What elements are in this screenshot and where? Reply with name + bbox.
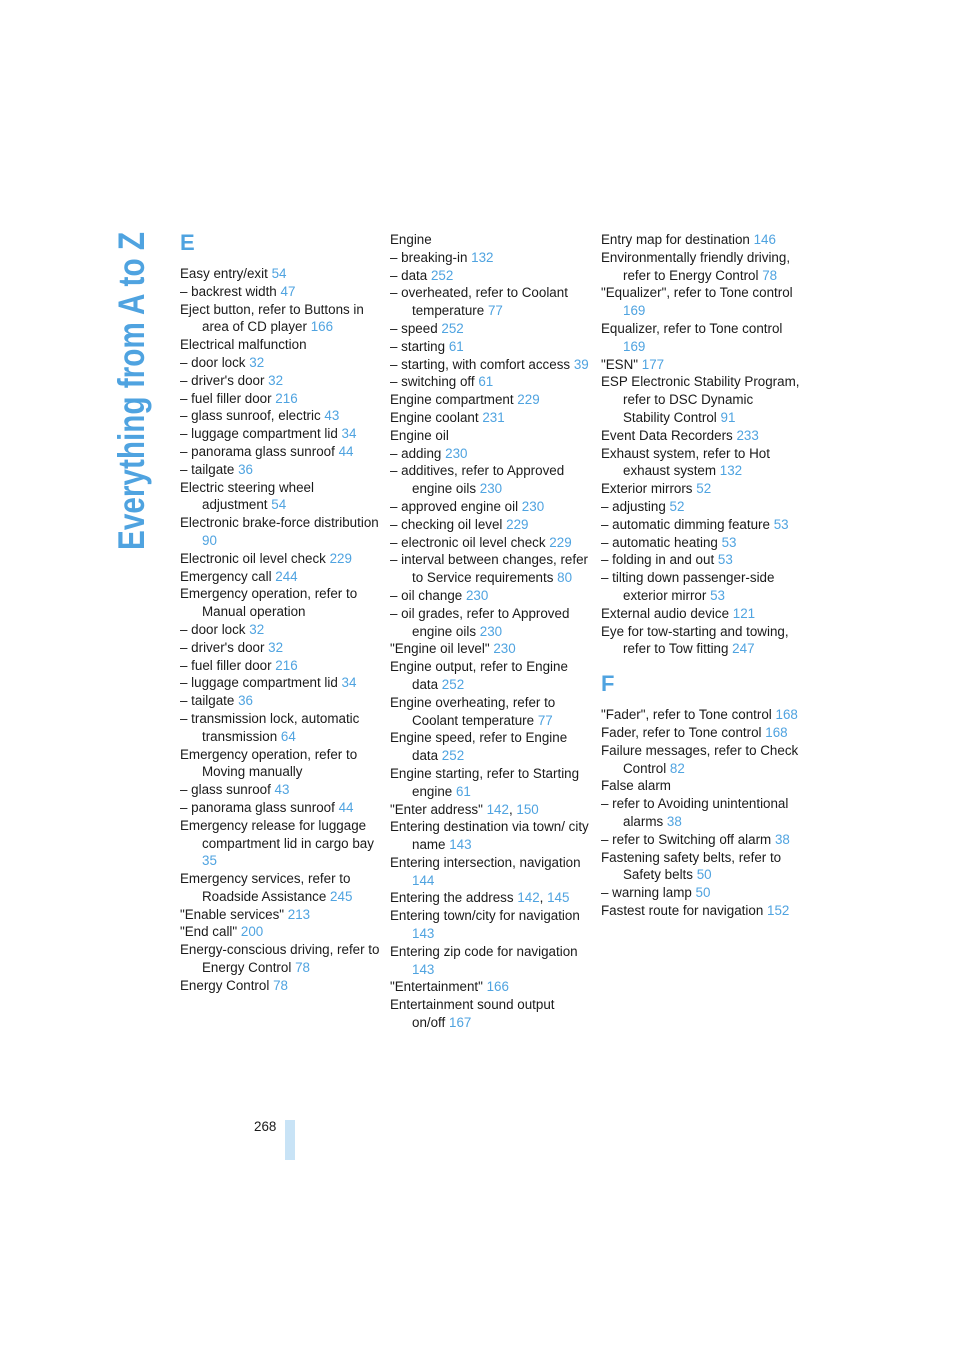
index-entry-text: "ESN": [601, 356, 639, 372]
index-entry-text: – approved engine oil: [390, 498, 519, 514]
page-link[interactable]: 61: [478, 374, 494, 390]
index-entry-text: – driver's door: [180, 372, 265, 388]
index-entry: [180, 390, 380, 408]
index-entry: [390, 249, 590, 267]
page-link[interactable]: 52: [696, 481, 712, 497]
index-entry: [601, 516, 801, 534]
index-entry: [390, 943, 590, 979]
index-entry: [601, 724, 801, 742]
page-link[interactable]: 229: [329, 550, 352, 566]
index-entry: [601, 320, 801, 356]
index-entry-text: – panorama glass sunroof: [180, 799, 335, 815]
index-entry-text: "Engine oil level": [390, 641, 490, 657]
index-entry: [390, 427, 590, 445]
index-entry-text: – luggage compartment lid: [180, 426, 338, 442]
index-entry: [180, 301, 380, 337]
index-entry-text: Eye for tow-starting and towing, refer to Tow fitting: [601, 623, 789, 657]
page-link[interactable]: 50: [696, 867, 712, 883]
index-entry: [390, 534, 590, 552]
index-entry-text: "Enter address": [390, 801, 483, 817]
index-entry-text: – refer to Switching off alarm: [601, 831, 772, 847]
index-entry: [390, 284, 590, 320]
page-link[interactable]: 61: [455, 783, 471, 799]
page-link[interactable]: 230: [493, 641, 516, 657]
index-entry-text: Equalizer, refer to Tone control: [601, 320, 783, 336]
index-entry: [390, 907, 590, 943]
page-link[interactable]: 233: [736, 427, 759, 443]
index-entry: [601, 706, 801, 724]
page-link[interactable]: 53: [717, 552, 733, 568]
index-entry-text: – tilting down passenger-side exterior mirror: [601, 570, 775, 603]
page-link[interactable]: 144: [412, 872, 435, 888]
page-link[interactable]: 229: [517, 392, 540, 408]
index-entry-text: Emergency call: [180, 568, 272, 584]
index-entry: [180, 585, 380, 621]
index-entry-text: External audio device: [601, 605, 730, 621]
index-entry-text: Emergency operation, refer to Manual operation: [180, 586, 358, 620]
index-entry-text: "Entertainment": [390, 979, 483, 995]
index-entry: [390, 320, 590, 338]
page-link[interactable]: 77: [537, 712, 553, 728]
index-entry: [180, 692, 380, 710]
index-entry-text: – fuel filler door: [180, 390, 272, 406]
index-entry: [601, 551, 801, 569]
page-link[interactable]: 150: [516, 801, 539, 817]
index-entry: [390, 391, 590, 409]
page-link[interactable]: 145: [547, 890, 570, 906]
index-entry-text: – driver's door: [180, 639, 265, 655]
index-entry: [390, 765, 590, 801]
page-link[interactable]: 142: [517, 890, 540, 906]
side-title-text: Everything from A to Z: [111, 230, 152, 550]
index-entry-text: – automatic dimming feature: [601, 516, 770, 532]
index-entry: [390, 996, 590, 1032]
index-entry: [180, 354, 380, 372]
index-entry-text: – luggage compartment lid: [180, 675, 338, 691]
side-title: [92, 230, 152, 550]
index-entry: [601, 902, 801, 920]
page-link[interactable]: 169: [623, 303, 646, 319]
page-link[interactable]: 77: [487, 303, 503, 319]
index-entry-text: – glass sunroof: [180, 782, 271, 798]
index-entry: [601, 231, 801, 249]
page-link[interactable]: 166: [486, 979, 509, 995]
page-link[interactable]: 61: [448, 338, 464, 354]
index-entry: [390, 373, 590, 391]
index-entry: [180, 657, 380, 675]
index-entry: [390, 818, 590, 854]
index-entry-text: Entering zip code for navigation: [390, 943, 578, 959]
index-entry: [601, 795, 801, 831]
index-entry: [601, 534, 801, 552]
index-entry-text: Emergency release for luggage compartment lid in cargo bay: [180, 817, 374, 851]
index-entry: [390, 587, 590, 605]
index-entry: [390, 338, 590, 356]
index-entry-text: – interval between changes, refer to Service requirements: [390, 552, 589, 586]
page-link[interactable]: 167: [449, 1015, 472, 1031]
index-column-1: [180, 231, 380, 995]
page-link[interactable]: 91: [720, 409, 736, 425]
index-entry: [180, 265, 380, 283]
page-link[interactable]: 168: [765, 724, 788, 740]
page-link[interactable]: 53: [710, 587, 725, 603]
page-link[interactable]: 47: [280, 283, 296, 299]
index-entry: [390, 658, 590, 694]
index-entry-text: – panorama glass sunroof: [180, 443, 335, 459]
page-number: 268: [254, 1119, 277, 1134]
index-entry: [601, 373, 801, 426]
page-link[interactable]: 32: [249, 621, 265, 637]
index-entry-text: Engine overheating, refer to Coolant temperature: [390, 694, 556, 728]
index-entry: [601, 480, 801, 498]
page-link[interactable]: 64: [280, 728, 296, 744]
index-entry: [390, 409, 590, 427]
index-entry-text: Environmentally friendly driving, refer to Energy Control: [601, 249, 791, 283]
index-entry: [390, 978, 590, 996]
page-link[interactable]: 143: [412, 961, 435, 977]
index-column-2: [390, 231, 590, 1032]
index-entry: [180, 746, 380, 782]
index-column-3: [601, 231, 801, 920]
index-entry: [601, 605, 801, 623]
index-entry-text: – switching off: [390, 374, 475, 390]
index-entry: [180, 799, 380, 817]
index-entry-text: – checking oil level: [390, 516, 503, 532]
page-link[interactable]: 152: [767, 902, 790, 918]
page-link[interactable]: 36: [238, 461, 253, 477]
page-link[interactable]: 90: [202, 532, 217, 548]
index-entry-text: Entering the address: [390, 890, 514, 906]
index-entry: [601, 284, 801, 320]
index-entry-text: Easy entry/exit: [180, 266, 268, 281]
index-entry-text: False alarm: [601, 778, 671, 794]
page-link[interactable]: 54: [271, 266, 287, 281]
page-link[interactable]: 230: [479, 623, 503, 639]
index-entry: [390, 498, 590, 516]
index-entry-text: – speed: [390, 320, 438, 336]
page-link[interactable]: 245: [330, 888, 353, 904]
index-entry: [180, 425, 380, 443]
page-link[interactable]: 216: [275, 657, 298, 673]
index-entry: [390, 231, 590, 249]
page-link[interactable]: 32: [268, 639, 284, 655]
page-link[interactable]: 32: [268, 372, 284, 388]
page-link[interactable]: 216: [275, 390, 298, 406]
index-entry-text: – starting: [390, 338, 446, 354]
index-entry: [390, 445, 590, 463]
index-entry-text: – tailgate: [180, 461, 235, 477]
index-entry-text: Engine speed, refer to Engine data: [390, 730, 568, 764]
index-entry-text: – adding: [390, 445, 442, 461]
index-entry-text: – starting, with comfort access: [390, 356, 571, 372]
page-link[interactable]: 121: [732, 605, 756, 621]
index-entry: Entering the address 142, 145: [390, 890, 570, 906]
page-link[interactable]: 252: [441, 320, 464, 336]
index-entry: [180, 923, 380, 941]
page-link[interactable]: 132: [719, 463, 743, 479]
index-entry-text: ESP Electronic Stability Program, refer to DSC Dynamic Stability Control: [601, 374, 800, 425]
page-link[interactable]: 230: [521, 498, 545, 514]
index-entry-text: Eject button, refer to Buttons in area of CD player: [180, 301, 364, 335]
index-entry: [601, 849, 801, 885]
index-entry-text: Electrical malfunction: [180, 337, 307, 353]
page-link[interactable]: 213: [287, 906, 311, 922]
page-link[interactable]: 52: [669, 498, 685, 514]
page-link[interactable]: 82: [669, 760, 685, 776]
page-link[interactable]: 143: [449, 837, 472, 853]
index-entry-text: Entry map for destination: [601, 232, 750, 247]
page-link[interactable]: 252: [441, 748, 465, 764]
page-link[interactable]: 78: [762, 267, 778, 283]
page-link[interactable]: 229: [506, 516, 529, 532]
index-entry-text: Emergency operation, refer to Moving manually: [180, 746, 358, 780]
index-entry-text: – oil grades, refer to Approved engine oils: [390, 605, 570, 639]
index-entry: [390, 551, 590, 587]
index-entry-text: Entering intersection, navigation: [390, 854, 581, 870]
page-link[interactable]: 252: [430, 267, 454, 283]
index-entry-text: – folding in and out: [601, 552, 715, 568]
index-entry-text: Energy Control: [180, 977, 270, 993]
page-link[interactable]: 43: [324, 408, 340, 424]
index-entry: [180, 514, 380, 550]
index-entry: [601, 569, 801, 605]
index-entry-text: Electric steering wheel adjustment: [180, 479, 314, 513]
page-link[interactable]: 78: [273, 977, 288, 993]
index-entry: [180, 941, 380, 977]
index-entry-text: – breaking-in: [390, 249, 468, 265]
index-entry: [180, 906, 380, 924]
index-entry: [180, 479, 380, 515]
index-entry-text: – tailgate: [180, 693, 235, 709]
index-entry-text: – backrest width: [180, 283, 277, 299]
page-link[interactable]: 34: [341, 426, 357, 442]
page-link[interactable]: 34: [341, 675, 357, 691]
page-link[interactable]: 230: [445, 445, 468, 461]
index-entry-text: – additives, refer to Approved engine oils: [390, 463, 565, 497]
index-entry-text: Engine: [390, 232, 432, 247]
section-letter: F: [601, 671, 615, 697]
page-link[interactable]: 252: [441, 676, 465, 692]
index-entry: [180, 817, 380, 870]
index-entry: [601, 742, 801, 778]
index-entry: [601, 831, 801, 849]
page-link[interactable]: 166: [310, 319, 334, 335]
index-entry-text: – overheated, refer to Coolant temperature: [390, 285, 568, 319]
index-entry: [390, 694, 590, 730]
page-link[interactable]: 80: [557, 570, 573, 586]
page-link[interactable]: 200: [240, 924, 264, 940]
index-entry: [601, 249, 801, 285]
index-entry: [601, 777, 801, 795]
index-entry-text: Engine starting, refer to Starting engine: [390, 765, 580, 799]
index-entry-text: – warning lamp: [601, 885, 692, 901]
page-link[interactable]: 78: [295, 960, 310, 976]
page-link[interactable]: 143: [412, 926, 435, 942]
index-entry-text: – adjusting: [601, 498, 666, 514]
index-entry: [180, 443, 380, 461]
page-link[interactable]: 53: [773, 516, 789, 532]
index-entry: [180, 870, 380, 906]
index-entry: [390, 605, 590, 641]
index-entry-text: – automatic heating: [601, 534, 718, 550]
index-entry-text: Electronic oil level check: [180, 550, 326, 566]
index-entry: [601, 498, 801, 516]
index-entry-text: – refer to Avoiding unintentional alarms: [601, 796, 789, 829]
page-link[interactable]: 169: [623, 338, 646, 354]
page-link[interactable]: 230: [465, 587, 489, 603]
index-entry: [180, 336, 380, 354]
index-entry: [390, 462, 590, 498]
index-entry-text: – oil change: [390, 587, 463, 603]
index-entry-text: Entering town/city for navigation: [390, 908, 580, 924]
page-link[interactable]: 132: [471, 249, 494, 265]
index-entry-text: – electronic oil level check: [390, 534, 546, 550]
index-entry: [390, 729, 590, 765]
section-letter: E: [180, 230, 195, 255]
index-entry: [180, 461, 380, 479]
index-entry-text: "Enable services": [180, 906, 285, 922]
page-link[interactable]: 146: [753, 232, 776, 247]
index-entry-text: – fuel filler door: [180, 657, 272, 673]
index-entry: [390, 640, 590, 658]
index-entry-text: Engine coolant: [390, 409, 479, 425]
index-entry-text: – data: [390, 267, 428, 283]
page-link[interactable]: 32: [249, 354, 265, 370]
index-entry-text: Event Data Recorders: [601, 427, 733, 443]
index-entry-text: – door lock: [180, 621, 246, 637]
side-title-graphic: [92, 230, 152, 550]
page-link[interactable]: 230: [479, 481, 503, 497]
index-entry: [601, 445, 801, 481]
index-entry-text: Engine output, refer to Engine data: [390, 659, 568, 692]
page-link[interactable]: 244: [275, 568, 298, 584]
index-entry-text: Fastest route for navigation: [601, 902, 764, 918]
index-entry-text: Emergency services, refer to Roadside Assistance: [180, 871, 351, 904]
page-link[interactable]: 39: [573, 356, 589, 372]
index-entry: [180, 639, 380, 657]
index-entry: "Enter address" 142, 150: [390, 801, 539, 817]
index-entry: [390, 267, 590, 285]
index-entry-text: "Equalizer", refer to Tone control: [601, 285, 793, 301]
page-link[interactable]: 53: [721, 534, 737, 550]
index-entry-text: Exhaust system, refer to Hot exhaust system: [601, 445, 770, 479]
page-link[interactable]: 142: [486, 801, 509, 817]
page-link[interactable]: 54: [271, 497, 287, 513]
index-entry-text: – transmission lock, automatic transmission: [180, 710, 360, 744]
index-entry: [601, 427, 801, 445]
index-entry: [180, 407, 380, 425]
page-number-bar: [285, 1120, 295, 1160]
index-entry: [180, 781, 380, 799]
index-entry-text: Failure messages, refer to Check Control: [601, 742, 799, 776]
page-link[interactable]: 50: [695, 885, 711, 901]
index-entry: [180, 621, 380, 639]
page-link[interactable]: 177: [641, 356, 665, 372]
index-entry-text: Engine compartment: [390, 392, 514, 408]
index-entry: [180, 710, 380, 746]
page-link[interactable]: 38: [666, 813, 682, 829]
index-entry-text: Exterior mirrors: [601, 481, 693, 497]
index-entry: [180, 372, 380, 390]
index-entry-text: Electronic brake-force distribution: [180, 515, 379, 531]
index-entry-text: Entering destination via town/ city name: [390, 819, 589, 853]
index-entry-text: Fader, refer to Tone control: [601, 724, 762, 740]
page-link[interactable]: 38: [774, 831, 790, 847]
page-link[interactable]: 35: [202, 853, 217, 869]
page-link[interactable]: 229: [549, 534, 572, 550]
index-entry: [180, 977, 380, 995]
index-entry-text: Energy-conscious driving, refer to Energy Control: [180, 942, 380, 976]
index-entry: [601, 623, 801, 659]
index-entry-text: "Fader", refer to Tone control: [601, 707, 772, 723]
page-link[interactable]: 44: [338, 799, 354, 815]
index-entry-text: – door lock: [180, 354, 246, 370]
page-link[interactable]: 247: [732, 641, 755, 657]
index-entry: [180, 674, 380, 692]
index-entry-text: "End call": [180, 924, 238, 940]
index-entry-text: Engine oil: [390, 427, 449, 443]
index-entry: [180, 550, 380, 568]
page-link[interactable]: 43: [274, 782, 290, 798]
index-entry-text: Entertainment sound output on/off: [390, 997, 555, 1031]
index-entry-text: – glass sunroof, electric: [180, 408, 321, 424]
index-entry: [601, 356, 801, 374]
index-entry-text: Fastening safety belts, refer to Safety belts: [601, 849, 782, 883]
page-link[interactable]: 44: [338, 443, 354, 459]
page-link[interactable]: 231: [482, 409, 505, 425]
index-entry: [180, 283, 380, 301]
index-entry: [390, 356, 590, 374]
index-entry: [601, 884, 801, 902]
page-link[interactable]: 36: [238, 693, 253, 709]
page-link[interactable]: 168: [775, 707, 798, 723]
index-entry: [390, 854, 590, 890]
index-entry: [390, 516, 590, 534]
index-entry: [180, 568, 380, 586]
